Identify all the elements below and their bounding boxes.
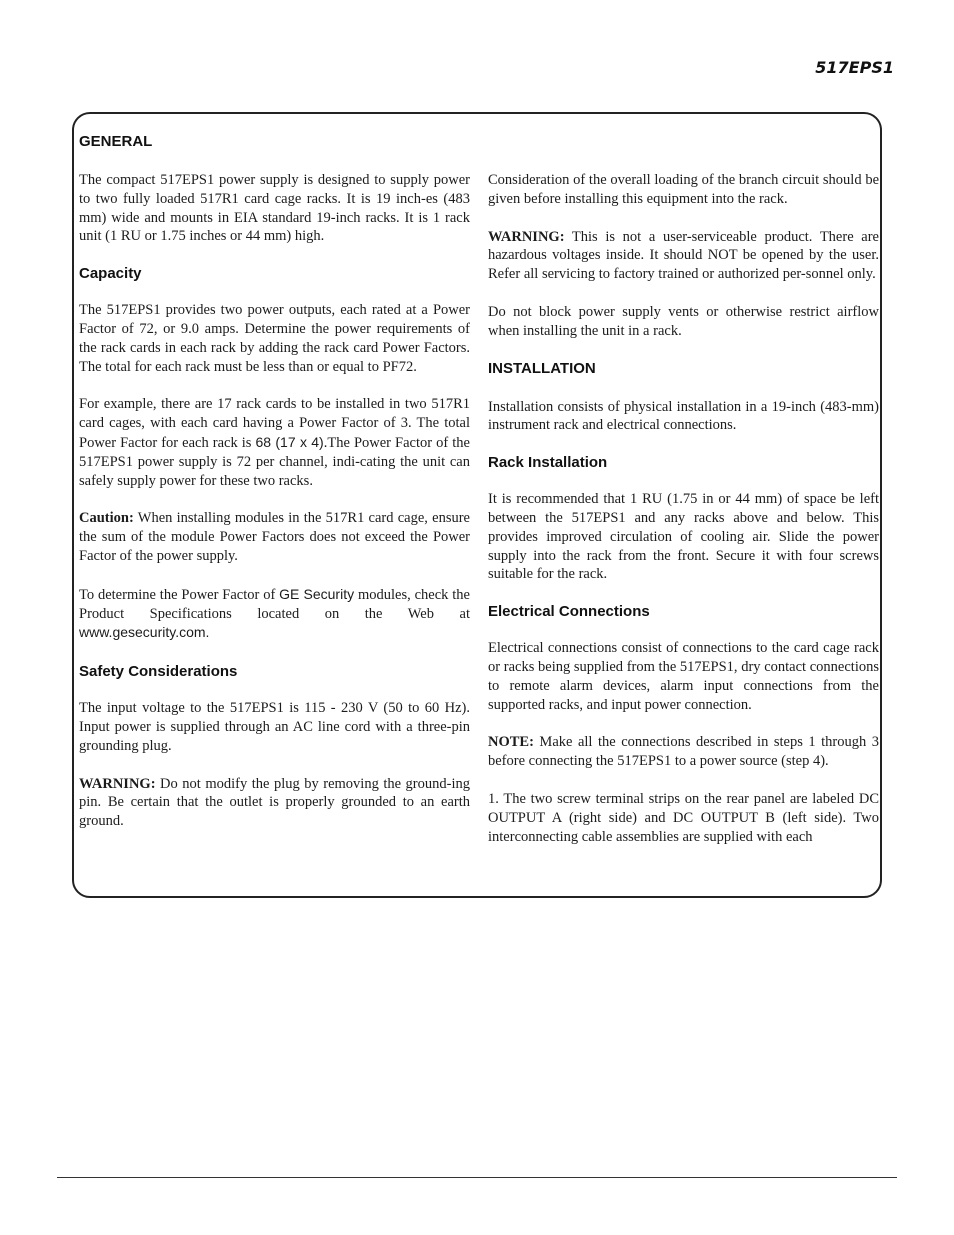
pf-text-middle: modules, check the Product Specifications located on the Web at bbox=[79, 586, 470, 622]
electrical-connections-paragraph: Electrical connections consist of connections to the card cage rack or racks being supplied from the 517EPS1, dry contact connections to remote alarm devices, alarm input connections from the supported racks, and input power connection. bbox=[488, 640, 879, 713]
pf-text-start: To determine the Power Factor of bbox=[79, 586, 280, 603]
rack-installation-paragraph: It is recommended that 1 RU (1.75 in or 44 mm) of space be left between the 517EPS1 and any racks above and below. This provides improved circulation of cooling air. Slide the power supply into the rack from the front. Secure it with four screws suitable for the rack. bbox=[488, 491, 879, 583]
general-paragraph: The compact 517EPS1 power supply is designed to supply power to two fully loaded 517R1 card cage racks. It is 19 inch-es (483 mm) wide and mounts in EIA standard 19-inch racks. It is 1 rack unit (1 RU or 1.75 inches or 44 mm) high. bbox=[79, 172, 470, 245]
ground-warning-paragraph bbox=[79, 775, 470, 831]
document-id: 517EPS1 bbox=[815, 58, 894, 77]
note-label: NOTE: bbox=[488, 734, 534, 751]
capacity-paragraph-1: The 517EPS1 provides two power outputs, each rated at a Power Factor of 72, or 9.0 amps. Determine the power requirements of the rack cards in each rack by adding the rack card Power Factors. The total for each rack must be less than or equal to PF72. bbox=[79, 302, 470, 375]
warning-text: Do not modify the plug by removing the ground-ing pin. Be certain that the outlet is properly grounded to an earth ground. bbox=[79, 775, 470, 830]
safety-paragraph: The input voltage to the 517EPS1 is 115 - 230 V (50 to 60 Hz). Input power is supplied through an AC line cord with a three-pin grounding plug. bbox=[79, 700, 470, 754]
capacity-p2-formula: 68 (17 x 4) bbox=[255, 433, 324, 450]
service-warning-paragraph bbox=[488, 228, 879, 284]
electrical-connections-heading: Electrical Connections bbox=[488, 603, 650, 621]
caution-text: When installing modules in the 517R1 card cage, ensure the sum of the module Power Factors does not exceed the Power Factor of the power supply. bbox=[79, 510, 470, 564]
caution-label: Caution: bbox=[79, 510, 134, 527]
right-column bbox=[488, 132, 879, 864]
installation-paragraph: Installation consists of physical installation in a 19-inch (483-mm) instrument rack and electrical connections. bbox=[488, 398, 879, 434]
capacity-heading: Capacity bbox=[79, 265, 142, 283]
company-name: GE Security bbox=[279, 585, 355, 602]
capacity-p2-end: .The Power Factor of the 517EPS1 power supply is 72 per channel, indi-cating the unit can safely supply power for these two racks. bbox=[79, 434, 470, 489]
note-text: Make all the connections described in steps 1 through 3 before connecting the 517EPS1 to a power source (step 4). bbox=[488, 734, 879, 770]
installation-heading: INSTALLATION bbox=[488, 359, 596, 377]
note-paragraph bbox=[488, 733, 879, 771]
capacity-paragraph-2 bbox=[79, 395, 470, 490]
branch-circuit-paragraph: Consideration of the overall loading of the branch circuit should be given before installing this equipment into the rack. bbox=[488, 172, 879, 207]
warning-label: WARNING: bbox=[488, 228, 565, 245]
power-factor-paragraph bbox=[79, 585, 470, 643]
left-column bbox=[79, 132, 470, 849]
step-1-paragraph: 1. The two screw terminal strips on the rear panel are labeled DC OUTPUT A (right side) and DC OUTPUT B (left side). Two interconnecting cable assemblies are supplied with each bbox=[488, 790, 879, 845]
capacity-p2-start: For example, there are 17 rack cards to be installed in two 517R1 card cages, with each card having a Power Factor of 3. The total Power Factor for each rack is bbox=[79, 396, 470, 451]
safety-heading: Safety Considerations bbox=[79, 663, 238, 681]
footer-rule bbox=[57, 1177, 897, 1178]
content-frame bbox=[72, 112, 882, 898]
website-url: www.gesecurity.com. bbox=[79, 624, 210, 641]
vents-paragraph: Do not block power supply vents or otherwise restrict airflow when installing the unit in a rack. bbox=[488, 303, 879, 339]
caution-paragraph bbox=[79, 509, 470, 565]
warning-label: WARNING: bbox=[79, 775, 156, 792]
rack-installation-heading: Rack Installation bbox=[488, 454, 608, 472]
general-heading: GENERAL bbox=[79, 133, 153, 150]
warning-text: This is not a user-serviceable product. There are hazardous voltages inside. It should NOT be opened by the user. Refer all servicing to factory trained or authorized per-sonnel only. bbox=[488, 228, 879, 283]
